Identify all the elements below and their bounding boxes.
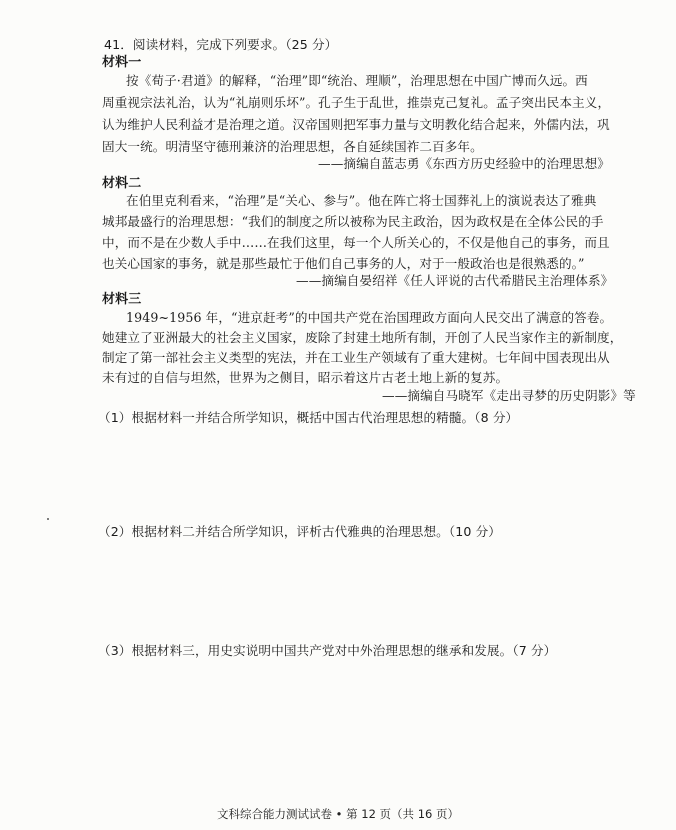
- material1-heading: 材料一: [102, 55, 142, 70]
- material2-line: 也关心国家的事务，就是那些最忙于他们自己事务的人，对于一般政治也是很熟悉的。”: [102, 256, 585, 271]
- stray-mark: [47, 518, 49, 520]
- answer-area-3[interactable]: [100, 664, 620, 794]
- material2-line: 城邦最盛行的治理思想：“我们的制度之所以被称为民主政治，因为政权是在全体公民的手: [102, 214, 604, 229]
- material2-source: ——摘编自晏绍祥《任人评说的古代希腊民主治理体系》: [296, 273, 614, 288]
- material1-source: ——摘编自蓝志勇《东西方历史经验中的治理思想》: [318, 156, 610, 171]
- sub-question-2: （2）根据材料二并结合所学知识，评析古代雅典的治理思想。（10 分）: [98, 524, 501, 539]
- material3-heading: 材料三: [102, 292, 142, 307]
- page-footer: 文科综合能力测试试卷 • 第 12 页（共 16 页）: [217, 807, 459, 821]
- material2-line: 在伯里克利看来，“治理”是“关心、参与”。他在阵亡将士国葬礼上的演说表达了雅典: [126, 193, 597, 208]
- material2-heading: 材料二: [102, 176, 142, 191]
- material2-line: 中，而不是在少数人手中……在我们这里，每一个人所关心的，不仅是他自己的事务，而且: [102, 235, 610, 250]
- question-title: 41．阅读材料，完成下列要求。（25 分）: [104, 37, 338, 52]
- material3-line: 制定了第一部社会主义类型的宪法，并在工业生产领域有了重大建树。七年间中国表现出从: [102, 350, 610, 365]
- material1-line: 周重视宗法礼治，认为“礼崩则乐坏”。孔子生于乱世，推崇克己复礼。孟子突出民本主义，: [102, 95, 611, 110]
- material1-line: 固大一统。明清坚守德刑兼济的治理思想，各自延续国祚二百多年。: [102, 139, 483, 154]
- material1-line: 认为维护人民利益才是治理之道。汉帝国则把军事力量与文明教化结合起来，外儒内法，巩: [102, 117, 610, 132]
- material1-line: 按《荀子·君道》的解释，“治理”即“统治、理顺”，治理思想在中国广博而久远。西: [126, 73, 588, 88]
- material3-line: 未有过的自信与坦然，世界为之侧目，昭示着这片古老土地上新的复苏。: [102, 370, 509, 385]
- answer-area-1[interactable]: [100, 430, 620, 520]
- material3-line: 1949~1956 年，“进京赶考”的中国共产党在治国理政方面向人民交出了满意的答卷。: [126, 310, 613, 325]
- material3-source: ——摘编自马晓军《走出寻梦的历史阴影》等: [382, 388, 636, 403]
- sub-question-3: （3）根据材料三，用史实说明中国共产党对中外治理思想的继承和发展。（7 分）: [98, 643, 557, 658]
- material3-line: 她建立了亚洲最大的社会主义国家，废除了封建土地所有制，开创了人民当家作主的新制度，: [102, 330, 623, 345]
- sub-question-1: （1）根据材料一并结合所学知识，概括中国古代治理思想的精髓。（8 分）: [98, 410, 519, 425]
- answer-area-2[interactable]: [100, 546, 620, 640]
